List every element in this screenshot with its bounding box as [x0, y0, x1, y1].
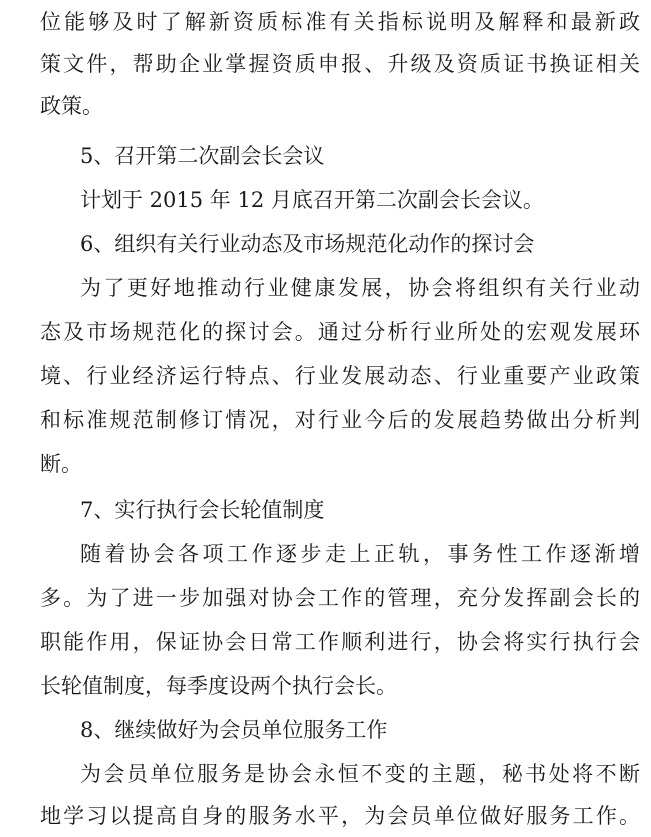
- paragraph-line: 为会员单位服务是协会永恒不变的主题，秘书处将不断: [80, 762, 640, 786]
- section-heading-6: 6、组织有关行业动态及市场规范化动作的探讨会: [80, 232, 535, 256]
- paragraph-line: 境、行业经济运行特点、行业发展动态、行业重要产业政策: [40, 364, 640, 388]
- paragraph-line: 多。为了进一步加强对协会工作的管理，充分发挥副会长的: [40, 586, 640, 610]
- paragraph-line: 态及市场规范化的探讨会。通过分析行业所处的宏观发展环: [40, 320, 640, 344]
- section-heading-7: 7、实行执行会长轮值制度: [80, 498, 325, 522]
- section-heading-5: 5、召开第二次副会长会议: [80, 144, 325, 168]
- paragraph-line: 长轮值制度，每季度设两个执行会长。: [40, 674, 397, 698]
- paragraph-line: 策文件，帮助企业掌握资质申报、升级及资质证书换证相关: [40, 52, 640, 76]
- paragraph-line: 计划于 2015 年 12 月底召开第二次副会长会议。: [80, 188, 544, 212]
- paragraph-line: 职能作用，保证协会日常工作顺利进行，协会将实行执行会: [40, 630, 640, 654]
- paragraph-line: 断。: [40, 452, 82, 476]
- paragraph-line: 和标准规范制修订情况，对行业今后的发展趋势做出分析判: [40, 408, 640, 432]
- paragraph-line: 位能够及时了解新资质标准有关指标说明及解释和最新政: [40, 10, 640, 34]
- paragraph-line: 地学习以提高自身的服务水平，为会员单位做好服务工作。: [40, 804, 640, 828]
- paragraph-line: 随着协会各项工作逐步走上正轨，事务性工作逐渐增: [80, 542, 640, 566]
- paragraph-line: 政策。: [40, 94, 103, 118]
- paragraph-line: 为了更好地推动行业健康发展，协会将组织有关行业动: [80, 276, 640, 300]
- section-heading-8: 8、继续做好为会员单位服务工作: [80, 718, 388, 742]
